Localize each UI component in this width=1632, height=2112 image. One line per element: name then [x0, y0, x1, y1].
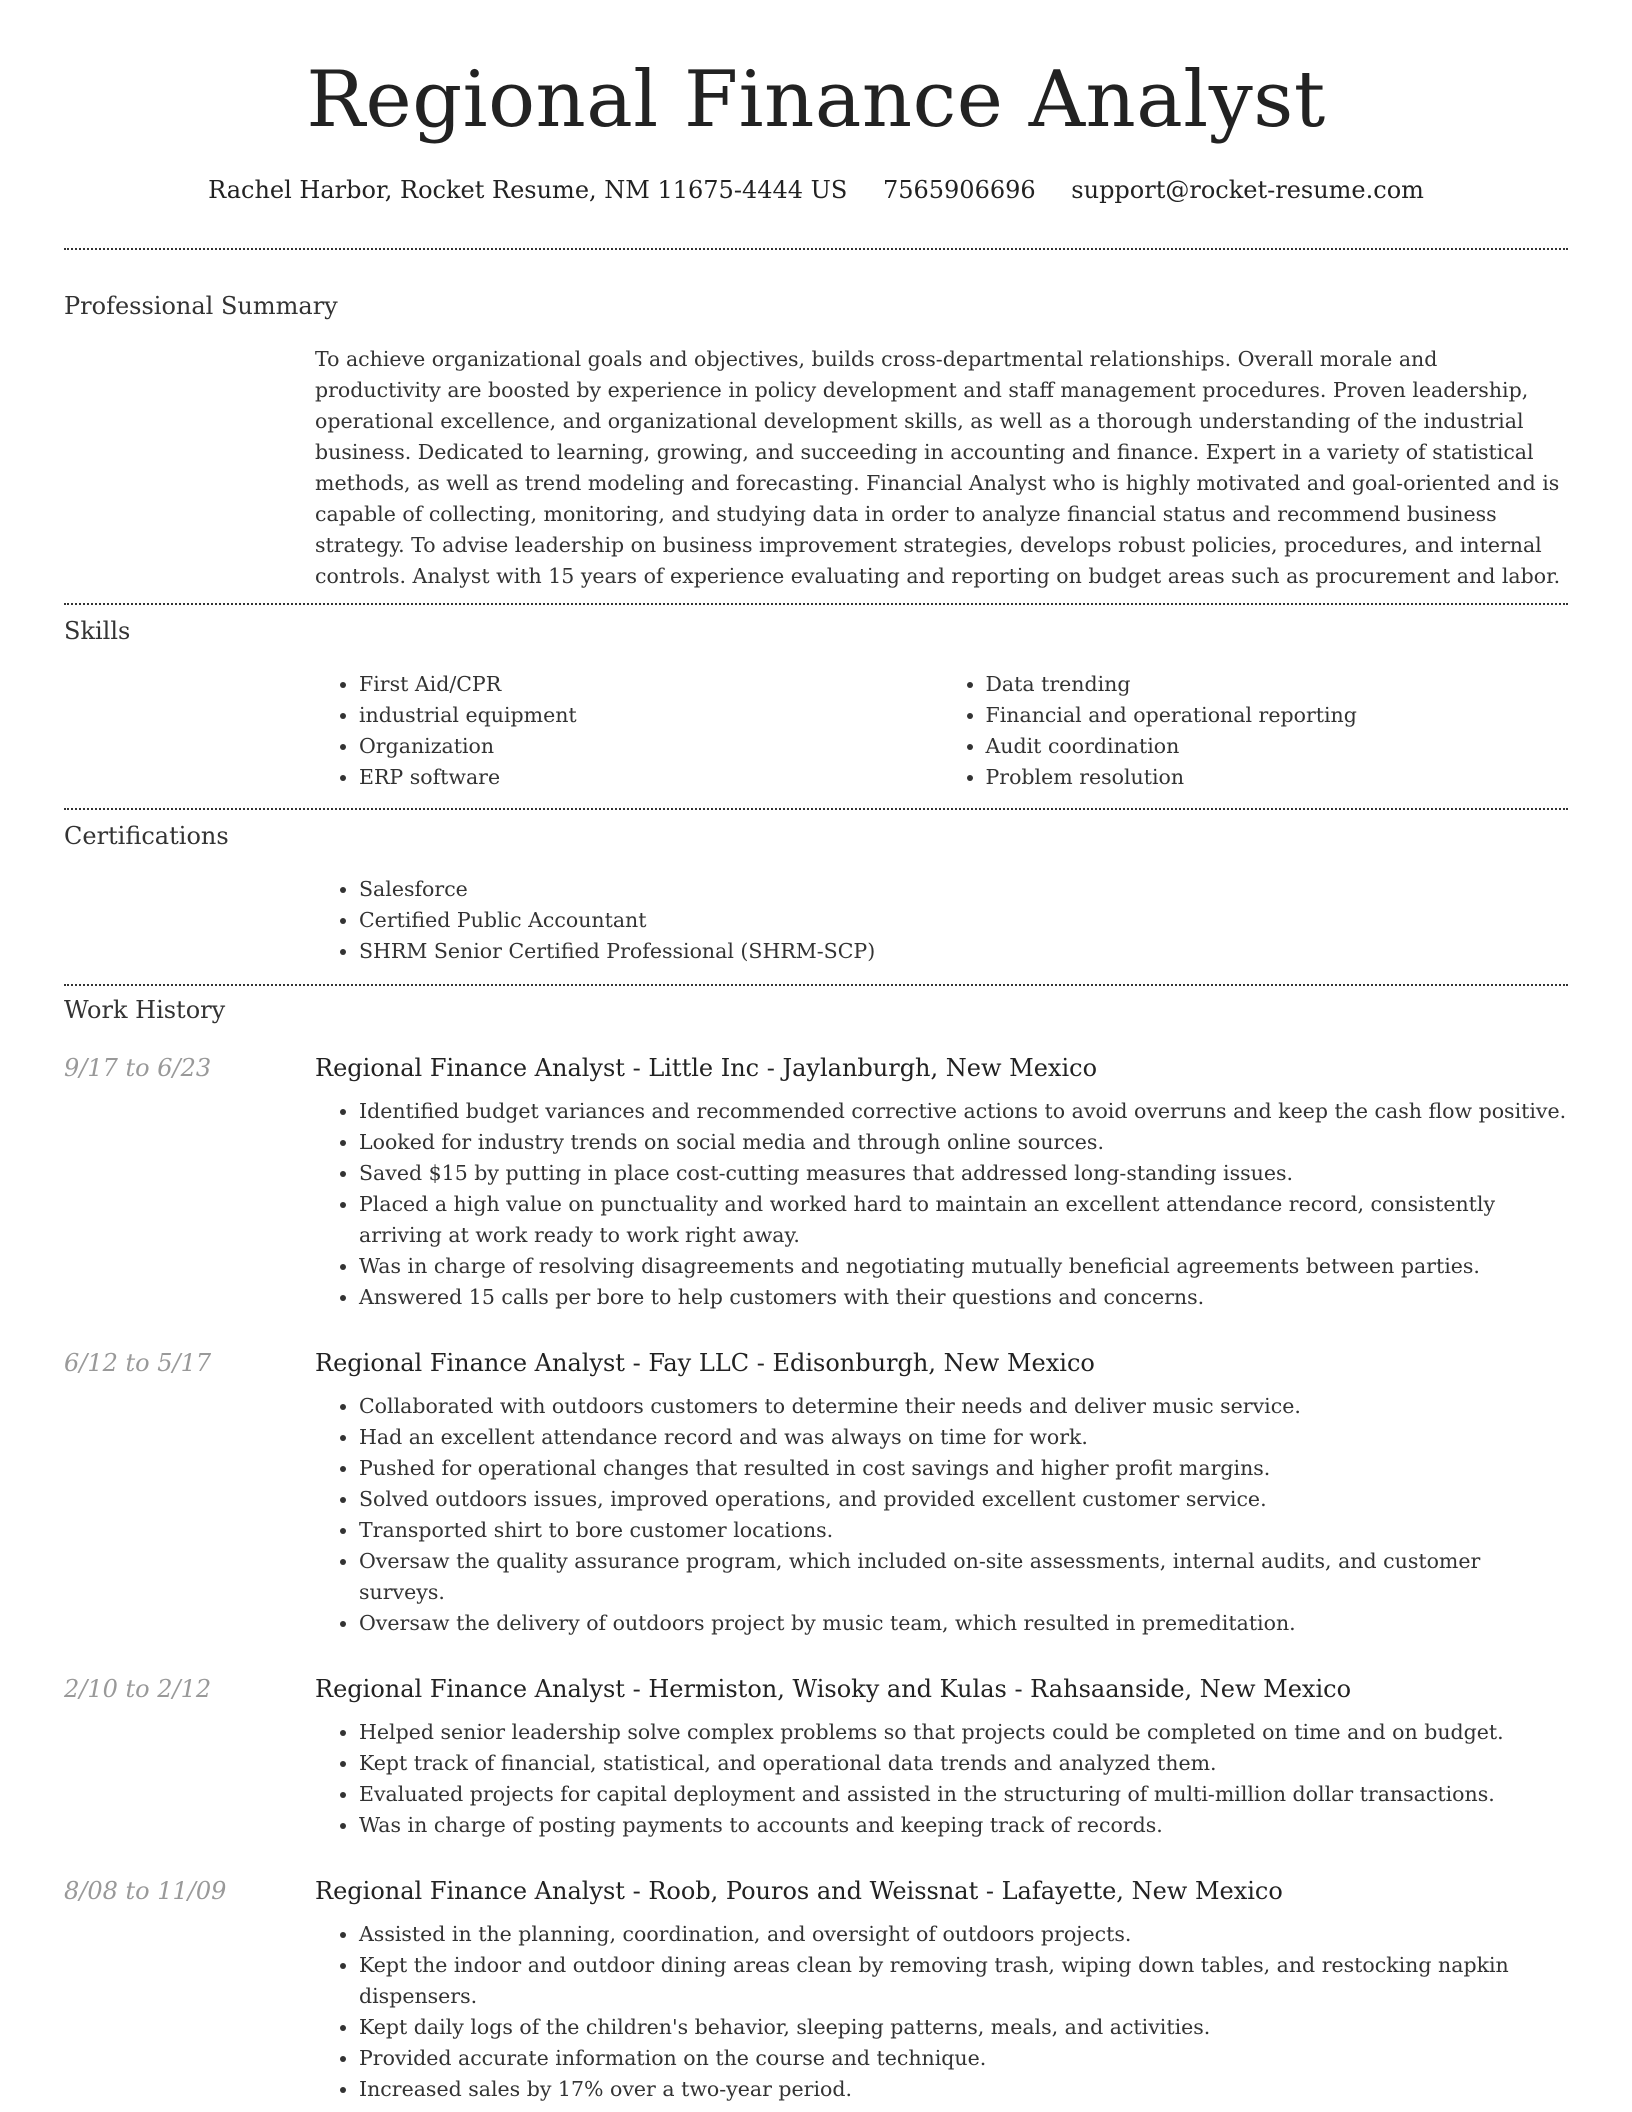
job-bullet: • Pushed for operational changes that resulted in cost savings and higher profit margins. — [359, 1453, 1568, 1484]
job-bullet: • Solved outdoors issues, improved operations, and provided excellent customer service. — [359, 1484, 1568, 1515]
divider — [64, 808, 1568, 810]
skills-heading: Skills — [64, 617, 131, 645]
job-dates: 2/10 to 2/12 — [64, 1675, 212, 1703]
job-bullet: • Kept track of financial, statistical, and operational data trends and analyzed them. — [359, 1748, 1568, 1779]
summary-text: To achieve organizational goals and objectives, builds cross-departmental relationships. Overall morale and productivity are boosted by experience in policy development and staff management procedures. Proven leadership, operational excellence, and organizational development skills, as well as a thorough understanding of the industrial business. Dedicated to learning, growing, and succeeding in accounting and finance. Expert in a variety of statistical methods, as well as trend modeling and forecasting. Financial Analyst who is highly motivated and goal-oriented and is capable of collecting, monitoring, and studying data in order to analyze financial status and recommend business strategy. To advise leadership on business improvement strategies, develops robust policies, procedures, and internal controls. Analyst with 15 years of experience evaluating and reporting on budget areas such as procurement and labor. — [315, 347, 1561, 588]
job-title: Regional Finance Analyst - Fay LLC - Edisonburgh, New Mexico — [315, 1349, 1095, 1377]
job-bullet: • Oversaw the delivery of outdoors project by music team, which resulted in premeditation. — [359, 1608, 1568, 1639]
job-dates: 9/17 to 6/23 — [64, 1054, 212, 1082]
job-bullet: • Helped senior leadership solve complex problems so that projects could be completed on time and on budget. — [359, 1717, 1568, 1748]
skills-section — [64, 615, 1568, 793]
job-title: Regional Finance Analyst - Little Inc - Jaylanburgh, New Mexico — [315, 1054, 1098, 1082]
skills-list — [315, 669, 1568, 793]
skill-item: • ERP software — [359, 762, 942, 793]
skill-item: • Organization — [359, 731, 942, 762]
job-entry — [64, 1052, 1568, 1313]
job-bullets — [315, 1391, 1568, 1639]
divider — [64, 984, 1568, 986]
job-bullet: • Answered 15 calls per bore to help customers with their questions and concerns. — [359, 1282, 1568, 1313]
skill-item: • Financial and operational reporting — [986, 700, 1569, 731]
divider — [64, 248, 1568, 250]
job-bullet: • Collaborated with outdoors customers to determine their needs and deliver music service. — [359, 1391, 1568, 1422]
certification-item: • Certified Public Accountant — [359, 905, 1568, 936]
skill-item: • First Aid/CPR — [359, 669, 942, 700]
job-bullet: • Was in charge of resolving disagreements and negotiating mutually beneficial agreements between parties. — [359, 1251, 1568, 1282]
job-entry — [64, 1875, 1568, 2105]
job-bullets — [315, 1919, 1568, 2105]
skill-item: • industrial equipment — [359, 700, 942, 731]
skill-item: • Problem resolution — [986, 762, 1569, 793]
job-dates: 6/12 to 5/17 — [64, 1349, 212, 1377]
job-bullet: • Provided accurate information on the course and technique. — [359, 2043, 1568, 2074]
job-dates: 8/08 to 11/09 — [64, 1877, 227, 1905]
certifications-section — [64, 820, 1568, 967]
job-bullet: • Looked for industry trends on social media and through online sources. — [359, 1127, 1568, 1158]
job-title: Regional Finance Analyst - Roob, Pouros and Weissnat - Lafayette, New Mexico — [315, 1877, 1283, 1905]
job-bullet: • Saved $15 by putting in place cost-cutting measures that addressed long-standing issues. — [359, 1158, 1568, 1189]
work-history-section — [64, 994, 1568, 2105]
certification-item: • Salesforce — [359, 874, 1568, 905]
job-bullet: • Kept the indoor and outdoor dining areas clean by removing trash, wiping down tables, and restocking napkin dispensers. — [359, 1950, 1568, 2012]
resume-title: Regional Finance Analyst — [306, 55, 1326, 145]
skill-item: • Data trending — [986, 669, 1569, 700]
job-bullets — [315, 1096, 1568, 1313]
job-bullets — [315, 1717, 1568, 1841]
work-history-heading: Work History — [64, 996, 226, 1024]
job-bullet: • Transported shirt to bore customer locations. — [359, 1515, 1568, 1546]
contact-email: support@rocket-resume.com — [1071, 176, 1424, 204]
job-bullet: • Kept daily logs of the children's behavior, sleeping patterns, meals, and activities. — [359, 2012, 1568, 2043]
job-title: Regional Finance Analyst - Hermiston, Wisoky and Kulas - Rahsaanside, New Mexico — [315, 1675, 1352, 1703]
job-entry — [64, 1673, 1568, 1841]
job-bullet: • Assisted in the planning, coordination, and oversight of outdoors projects. — [359, 1919, 1568, 1950]
job-bullet: • Increased sales by 17% over a two-year period. — [359, 2074, 1568, 2105]
job-bullet: • Was in charge of posting payments to accounts and keeping track of records. — [359, 1810, 1568, 1841]
summary-section — [64, 290, 1568, 592]
job-bullet: • Had an excellent attendance record and was always on time for work. — [359, 1422, 1568, 1453]
resume-page — [64, 0, 1568, 2105]
certification-item: • SHRM Senior Certified Professional (SHRM-SCP) — [359, 936, 1568, 967]
job-bullet: • Evaluated projects for capital deployment and assisted in the structuring of multi-million dollar transactions. — [359, 1779, 1568, 1810]
job-bullet: • Identified budget variances and recommended corrective actions to avoid overruns and keep the cash flow positive. — [359, 1096, 1568, 1127]
skill-item: • Audit coordination — [986, 731, 1569, 762]
job-bullet: • Placed a high value on punctuality and worked hard to maintain an excellent attendance record, consistently arriving at work ready to work right away. — [359, 1189, 1568, 1251]
contact-line — [64, 174, 1568, 206]
skills-right-column — [942, 669, 1569, 793]
contact-address: Rachel Harbor, Rocket Resume, NM 11675-4444 US — [208, 176, 848, 204]
job-entry — [64, 1347, 1568, 1639]
certifications-heading: Certifications — [64, 822, 229, 850]
contact-phone: 7565906696 — [882, 176, 1036, 204]
skills-left-column — [315, 669, 942, 793]
certifications-list — [315, 874, 1568, 967]
summary-heading: Professional Summary — [64, 292, 338, 320]
job-bullet: • Oversaw the quality assurance program, which included on-site assessments, internal audits, and customer surveys. — [359, 1546, 1568, 1608]
divider — [64, 603, 1568, 605]
